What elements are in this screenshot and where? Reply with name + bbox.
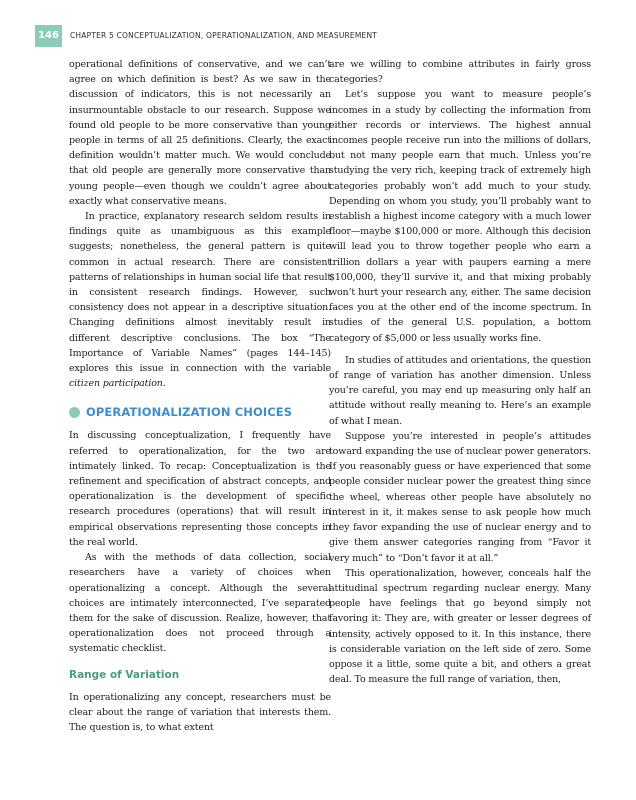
left-paragraph-3: In discussing conceptualization, I frequently have referred to operationalization, for the two are intimately linked. To recap: Conceptualization is the refinement and specification of abstract concepts, and operationalization is the development of specific research procedures (operations) that will result in empirical observations representing those concepts in the real world.: [69, 430, 331, 548]
left-paragraph-2-end: .: [162, 378, 166, 390]
left-paragraph-1: operational definitions of conservative, and we can’t agree on which definition is best? As we saw in the discussion of indicators, this is not necessarily an insurmountable obstacle to our research. Suppose we found old people to be more conservative than young people in terms of all 25 definitions. Clearly, the exact definition wouldn’t matter much. We would conclude that old people are generally more conservative than young people—even though we couldn’t agree about exactly what conservative means.: [69, 59, 331, 207]
left-column: [69, 57, 331, 735]
right-paragraph-5: This operationalization, however, conceals half the attitudinal spectrum regarding nuclear energy. Many people have feelings that go beyond simply not favoring it: They are, with greater or lesser degrees of intensity, actively opposed to it. In this instance, there is considerable variation on the left side of zero. Some oppose it a little, some quite a bit, and others a great deal. To measure the full range of variation, then,: [329, 567, 591, 686]
right-paragraph-3: In studies of attitudes and orientations, the question of range of variation has another dimension. Unless you’re careful, you may end up measuring only half an attitude without really meaning to. Here’s an example of what I mean.: [329, 354, 591, 427]
section-heading-text: OPERATIONALIZATION CHOICES: [86, 405, 293, 420]
left-paragraph-4: As with the methods of data collection, social researchers have a variety of choices when operationalizing a concept. Although the several choices are intimately interconnected, I’ve separated them for the sake of discussion. Realize, however, that operationalization does not proceed through a systematic checklist.: [69, 552, 331, 655]
subsection-heading: Range of Variation: [69, 668, 180, 681]
right-column: [329, 57, 591, 687]
running-head: CHAPTER 5 CONCEPTUALIZATION, OPERATIONALIZATION, AND MEASUREMENT: [70, 31, 378, 40]
right-paragraph-1: are we willing to combine attributes in fairly gross categories?: [329, 59, 591, 86]
left-paragraph-2: [69, 209, 331, 391]
page-header: [0, 25, 636, 47]
page-number: 146: [35, 25, 62, 47]
right-paragraph-4: Suppose you’re interested in people’s attitudes toward expanding the use of nuclear power generators. If you reasonably guess or have experienced that some people consider nuclear power the greatest thing since the wheel, whereas other people have absolutely no interest in it, it makes sense to ask people how much they favor expanding the use of nuclear energy and to give them answer categories ranging from “Favor it very much” to “Don’t favor it at all.”: [329, 430, 591, 564]
left-paragraph-5: In operationalizing any concept, researchers must be clear about the range of variation that interests them. The question is, to what extent: [69, 691, 331, 733]
right-paragraph-2: Let’s suppose you want to measure people’s incomes in a study by collecting the information from either records or interviews. The highest annual incomes people receive run into the millions of dollars, but not many people earn that much. Unless you’re studying the very rich, keeping track of extremely high categories probably won’t add much to your study. Depending on whom you study, you’ll probably want to establish a highest income category with a much lower floor—maybe $100,000 or more. Although this decision will lead you to throw together people who earn a trillion dollars a year with paupers earning a mere $100,000, they’ll survive it, and that mixing probably won’t hurt your research any, either. The same decision faces you at the other end of the income spectrum. In studies of the general U.S. population, a bottom category of $5,000 or less usually works fine.: [329, 89, 591, 344]
variable-name-italic: citizen participation: [69, 378, 163, 390]
section-heading: [69, 405, 331, 419]
left-paragraph-2-text: In practice, explanatory research seldom results in findings quite as unambiguous as this example suggests; nonetheless, the general pattern is quite common in actual research. There are consistent patterns of relationships in human social life that result in consistent research findings. However, such consistency does not appear in a descriptive situation. Changing definitions almost inevitably result in different descriptive conclusions. The box “The Importance of Variable Names” (pages 144–145) explores this issue in connection with the variable: [69, 211, 331, 375]
section-bullet-icon: [69, 407, 80, 418]
